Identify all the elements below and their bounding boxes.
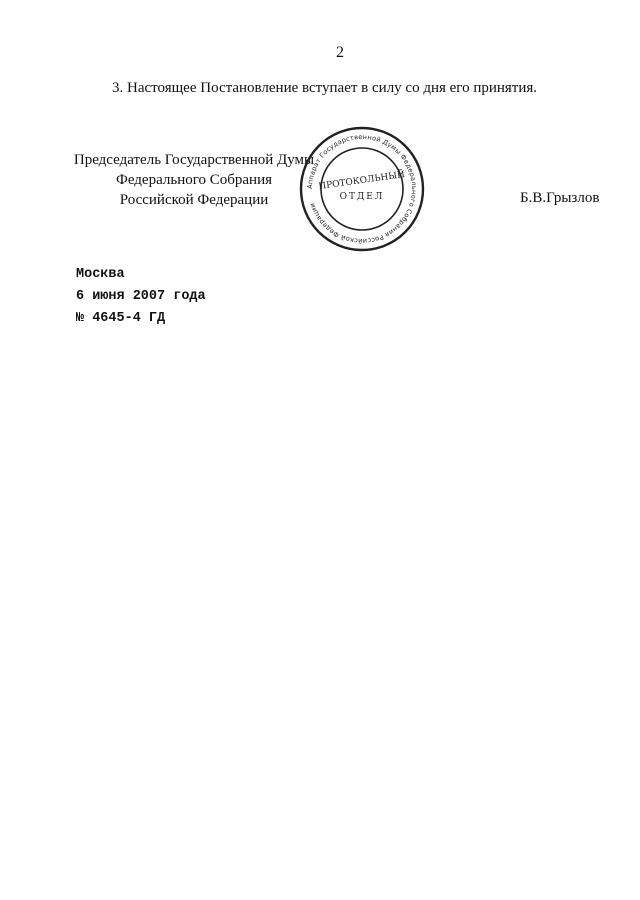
seal-ring-text: Аппарат Государственной Думы Федерального Собрания Российской Федерации: [305, 132, 419, 246]
protocol-department-seal: [298, 125, 426, 253]
page-number: 2: [336, 44, 344, 61]
imprint-date: 6 июня 2007 года: [76, 289, 206, 304]
signatory-title-line: Российской Федерации: [119, 192, 269, 208]
signatory-title-line: Председатель Государственной Думы: [73, 152, 315, 168]
imprint-place: Москва: [76, 267, 125, 282]
signer-name: Б.В.Грызлов: [520, 190, 600, 206]
document-imprint: [76, 264, 206, 330]
seal-center-line-2: ОТДЕЛ: [339, 192, 385, 202]
signatory-title: [60, 150, 328, 210]
clause-text: 3. Настоящее Постановление вступает в силу со дня его принятия.: [112, 80, 538, 96]
seal-center-line-1: ПРОТОКОЛЬНЫЙ: [317, 170, 406, 193]
imprint-number: № 4645-4 ГД: [76, 311, 166, 326]
signatory-title-line: Федерального Собрания: [115, 172, 273, 188]
